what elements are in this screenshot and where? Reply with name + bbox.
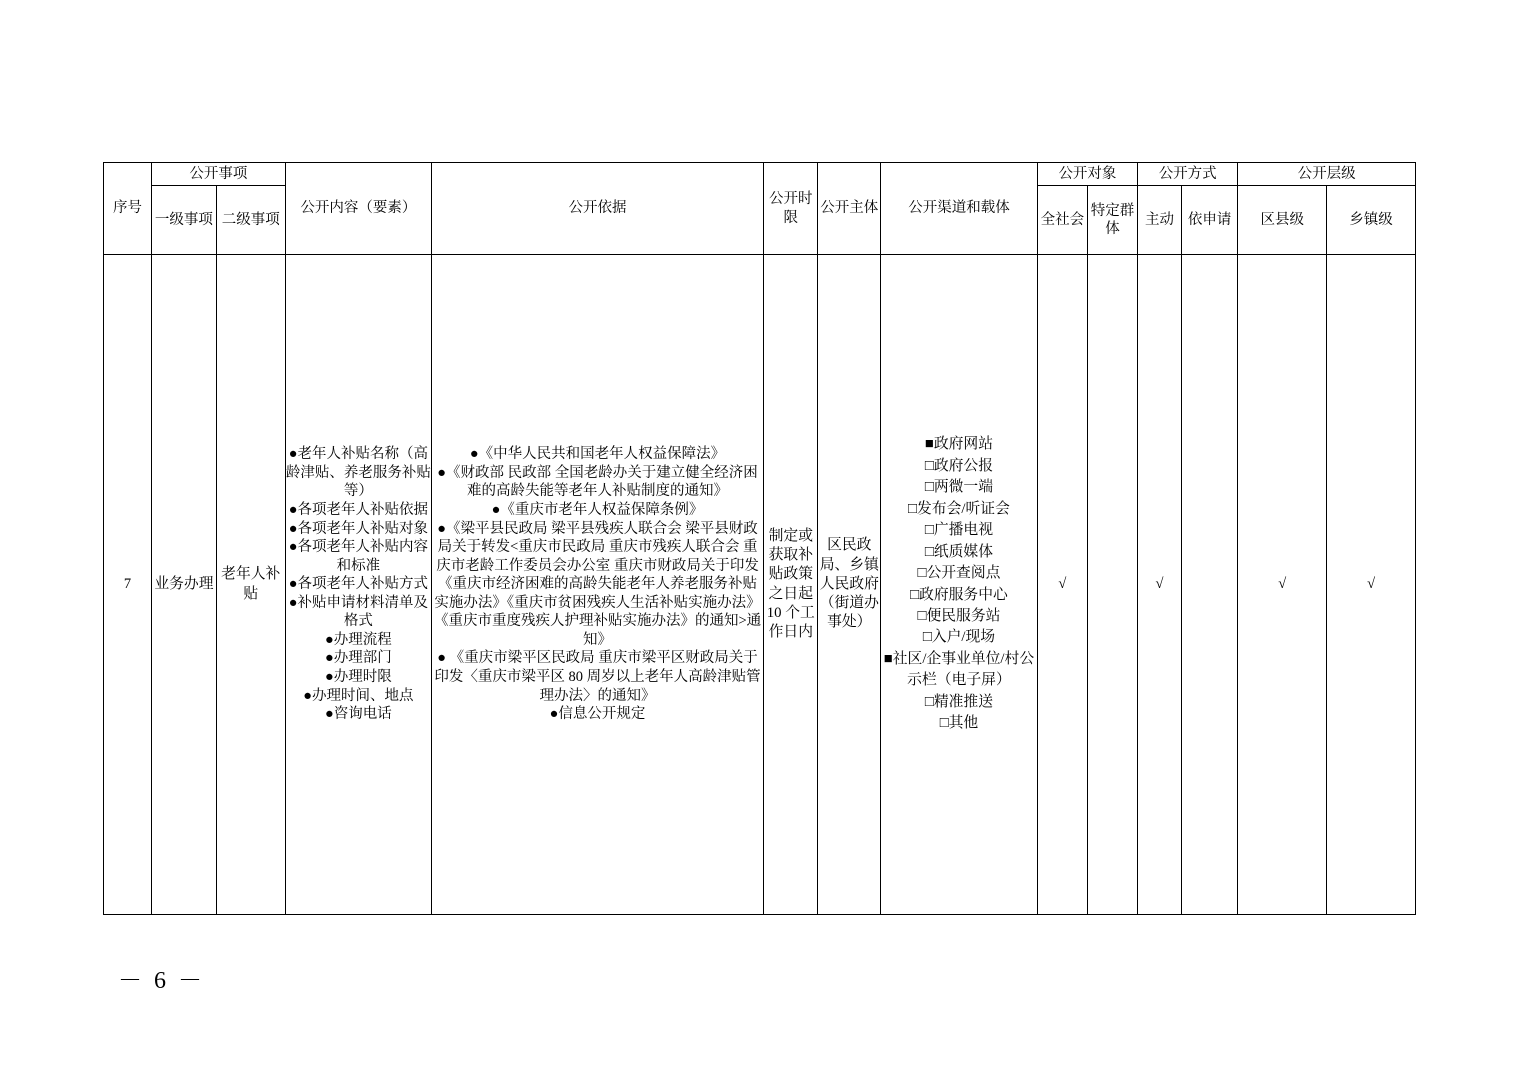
header-level: 公开层级 [1238, 163, 1416, 186]
channel-option[interactable]: □政府公报 [924, 457, 994, 474]
channel-option[interactable]: □便民服务站 [917, 607, 1001, 624]
channel-checkbox[interactable]: ■ [883, 650, 893, 667]
channel-option[interactable]: ■政府网站 [924, 436, 994, 453]
disclosure-table [103, 162, 1416, 915]
channel-checkbox[interactable]: □ [922, 629, 932, 646]
header-public-item: 公开事项 [152, 163, 286, 186]
header-level-district: 区县级 [1238, 186, 1327, 255]
channel-checkbox[interactable]: □ [924, 522, 934, 539]
channel-option[interactable]: □政府服务中心 [910, 586, 1008, 603]
cell-seq: 7 [104, 255, 152, 915]
header-audience-all: 全社会 [1037, 186, 1087, 255]
channel-option[interactable]: □两微一端 [924, 479, 994, 496]
header-level2: 二级事项 [216, 186, 285, 255]
table-row [104, 255, 1416, 915]
channel-checkbox[interactable]: □ [908, 500, 917, 517]
page-number: － 6 － [118, 968, 205, 994]
header-seq: 序号 [104, 163, 152, 255]
header-content: 公开内容（要素） [285, 163, 431, 255]
cell-basis: ●《中华人民共和国老年人权益保障法》 ●《财政部 民政部 全国老龄办关于建立健全经济困难的高龄失能等老年人补贴制度的通知》 ●《重庆市老年人权益保障条例》 ●《梁平县民政局 梁平县残疾人联合会 梁平县财政局关于转发<重庆市民政局 重庆市残疾人联合会 重庆市老龄工作委员会办公室 重庆市财政局关于印发《重庆市经济困难的高龄失能老年人养老服务补贴实施办法》《重庆市贫困残疾人生活补贴实施办法》《重庆市重度残疾人护理补贴实施办法》的通知>通知》 ● 《重庆市梁平区民政局 重庆市梁平区财政局关于印发〈重庆市梁平区 80 周岁以上老年人高龄津贴管理办法〉的通知》 ●信息公开规定 [431, 255, 763, 915]
header-level-town: 乡镇级 [1327, 186, 1416, 255]
channel-option[interactable]: □精准推送 [924, 693, 994, 710]
channel-option[interactable]: □广播电视 [924, 522, 994, 539]
channel-checkbox[interactable]: □ [924, 457, 934, 474]
header-basis: 公开依据 [431, 163, 763, 255]
cell-level2: 老年人补贴 [216, 255, 285, 915]
header-level1: 一级事项 [152, 186, 217, 255]
table-header-row-top [104, 163, 1416, 186]
cell-audience-specific [1087, 255, 1137, 915]
channel-checkbox[interactable]: □ [939, 715, 949, 732]
cell-level-district: √ [1238, 255, 1327, 915]
header-audience-specific: 特定群体 [1087, 186, 1137, 255]
cell-level-town: √ [1327, 255, 1416, 915]
channel-checkbox[interactable]: □ [910, 586, 920, 603]
channel-option[interactable]: □其他 [939, 715, 979, 732]
channel-checkbox[interactable]: □ [924, 543, 934, 560]
header-time-limit: 公开时限 [764, 163, 818, 255]
header-method-apply: 依申请 [1181, 186, 1237, 255]
channel-option[interactable]: □纸质媒体 [924, 543, 994, 560]
header-channel: 公开渠道和载体 [881, 163, 1038, 255]
cell-time-limit: 制定或获取补贴政策之日起 10 个工作日内 [764, 255, 818, 915]
channel-checkbox[interactable]: □ [924, 693, 934, 710]
channel-option[interactable]: □发布会/听证会 [908, 500, 1010, 517]
channel-checkbox[interactable]: ■ [924, 436, 934, 453]
cell-level1: 业务办理 [152, 255, 217, 915]
cell-method-apply [1181, 255, 1237, 915]
channel-checkbox[interactable]: □ [917, 565, 927, 582]
channel-option[interactable]: □公开查阅点 [917, 565, 1001, 582]
channel-checkbox[interactable]: □ [917, 607, 927, 624]
header-audience: 公开对象 [1037, 163, 1137, 186]
cell-channels [881, 255, 1038, 915]
cell-subject: 区民政局、乡镇人民政府（街道办事处） [818, 255, 881, 915]
header-method-active: 主动 [1138, 186, 1182, 255]
channel-option[interactable]: □入户/现场 [922, 629, 996, 646]
header-subject: 公开主体 [818, 163, 881, 255]
channel-option[interactable]: ■社区/企事业单位/村公示栏（电子屏） [883, 650, 1035, 689]
header-method: 公开方式 [1138, 163, 1238, 186]
channel-checkbox[interactable]: □ [924, 479, 934, 496]
cell-audience-all: √ [1037, 255, 1087, 915]
cell-content: ●老年人补贴名称（高龄津贴、养老服务补贴等） ●各项老年人补贴依据 ●各项老年人补贴对象 ●各项老年人补贴内容和标准 ●各项老年人补贴方式 ●补贴申请材料清单及格式 ●办理流程 ●办理部门 ●办理时限 ●办理时间、地点 ●咨询电话 [285, 255, 431, 915]
cell-method-active: √ [1138, 255, 1182, 915]
